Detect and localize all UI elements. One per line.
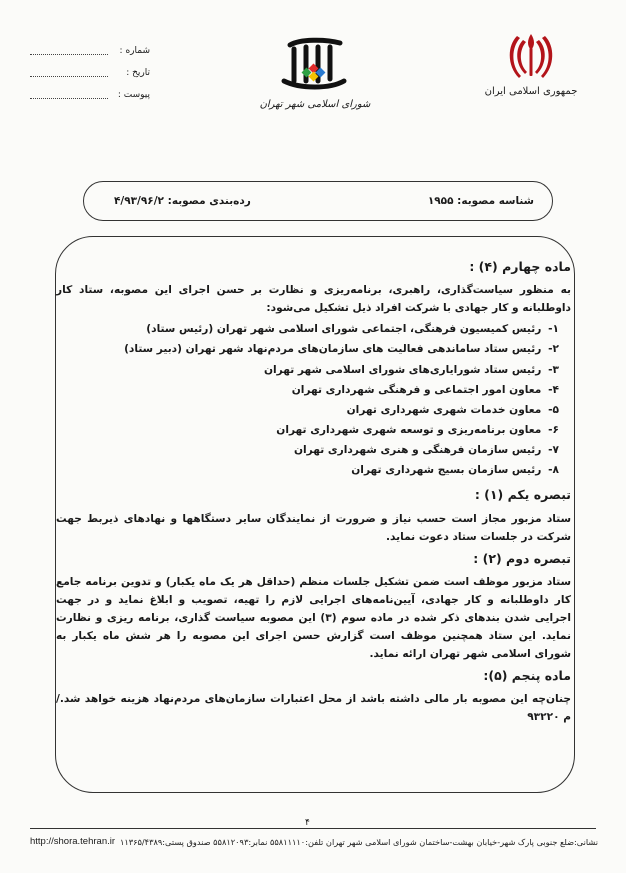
approval-classification: رده‌بندی مصوبه: ۴/۹۳/۹۶/۲ [114, 195, 251, 207]
article-4-intro: به منظور سیاست‌گذاری، راهبری، برنامه‌ریزی و نظارت بر حسن اجرای این مصوبه، ستاد کار داوطلبانه و کار جهادی با شرکت افراد ذیل تشکیل می‌شود: [56, 284, 571, 315]
meta-number-label: شماره : [119, 46, 150, 56]
approval-info-box [83, 181, 553, 221]
city-council-logo [255, 35, 375, 130]
list-item: ۳- رئیس ستاد شورایاری‌های شورای اسلامی شهر تهران [263, 363, 559, 376]
iran-emblem-icon [505, 30, 557, 82]
resolution-body [56, 254, 571, 728]
meta-date-line [30, 76, 108, 77]
council-caption: شورای اسلامی شهر تهران [259, 99, 371, 110]
page-number: ۴ [305, 818, 310, 828]
meta-attachment-label: پیوست : [117, 90, 150, 100]
list-item: ۴- معاون امور اجتماعی و فرهنگی شهرداری تهران [291, 383, 559, 396]
footer-divider [30, 828, 596, 829]
list-item: ۱- رئیس کمیسیون فرهنگی، اجتماعی شورای اسلامی شهر تهران (رئیس ستاد) [146, 323, 559, 336]
meta-attachment-line [30, 98, 108, 99]
list-item: ۸- رئیس سازمان بسیج شهرداری تهران [351, 464, 559, 477]
list-item: ۲- رئیس ستاد ساماندهی فعالیت های سازمان‌های مردم‌نهاد شهر تهران (دبیر ستاد) [124, 343, 559, 356]
approval-id: شناسه مصوبه: ۱۹۵۵ [427, 195, 534, 207]
meta-date-row [30, 68, 150, 90]
list-item: ۵- معاون خدمات شهری شهرداری تهران [346, 403, 559, 416]
meta-date-label: تاریخ : [126, 68, 150, 78]
article-5-heading: ماده پنجم (۵): [483, 667, 571, 683]
article-4-heading: ماده چهارم (۴) : [469, 259, 571, 274]
meta-number-row [30, 46, 150, 68]
list-item: ۷- رئیس سازمان فرهنگی و هنری شهرداری تهران [293, 444, 559, 456]
note-1-text: ستاد مزبور مجاز است حسب نیاز و ضرورت از نمایندگان سایر دستگاهها و نهادهای ذیربط جهت شرکت در جلسات ستاد دعوت نماید. [56, 512, 571, 543]
meta-number-line [30, 54, 108, 55]
footer-website-link[interactable]: http://shora.tehran.ir [30, 836, 116, 847]
emblem-caption: جمهوری اسلامی ایران [484, 86, 578, 97]
document-meta-fields [30, 46, 150, 112]
iran-emblem [476, 30, 586, 110]
note-2-text: ستاد مزبور موظف است ضمن تشکیل جلسات منظم (حداقل هر یک ماه یکبار) و تدوین برنامه جامع کار داوطلبانه و کار جهادی، آیین‌نامه‌های اجرایی لازم را تهیه، تصویب و ابلاغ نماید و در جهت اجرایی شدن بندهای ذکر شده در ماده سوم (۳) این مصوبه سیاست گذاری، برنامه ریزی و نظارت نماید. این ستاد همچنین موظف است گزارش حسن اجرای این مصوبه را هر شش ماه یکبار به شورای اسلامی شهر تهران ارائه نماید. [56, 575, 571, 660]
city-council-logo-icon [270, 35, 360, 97]
note-2-heading: تبصره دوم (۲) : [473, 550, 571, 566]
article-5-text: چنان‌چه این مصوبه بار مالی داشته باشد از محل اعتبارات سازمان‌های مردم‌نهاد هزینه خواهد شد./ م ۹۳۲۲۰ [56, 693, 571, 723]
note-1-heading: تبصره یکم (۱) : [474, 487, 571, 503]
meta-attachment-row [30, 90, 150, 112]
footer-address: نشانی:ضلع جنوبی پارک شهر-خیابان بهشت-ساختمان شورای اسلامی شهر تهران تلفن:۵۵۸۱۱۱۱۰ نمابر:۵۵۸۱۲۰۹۳ صندوق پستی:۱۱۳۶۵/۴۳۸۹ [119, 837, 598, 847]
list-item: ۶- معاون برنامه‌ریزی و توسعه شهری شهرداری تهران [276, 423, 559, 436]
headquarters-members-list [56, 319, 571, 480]
